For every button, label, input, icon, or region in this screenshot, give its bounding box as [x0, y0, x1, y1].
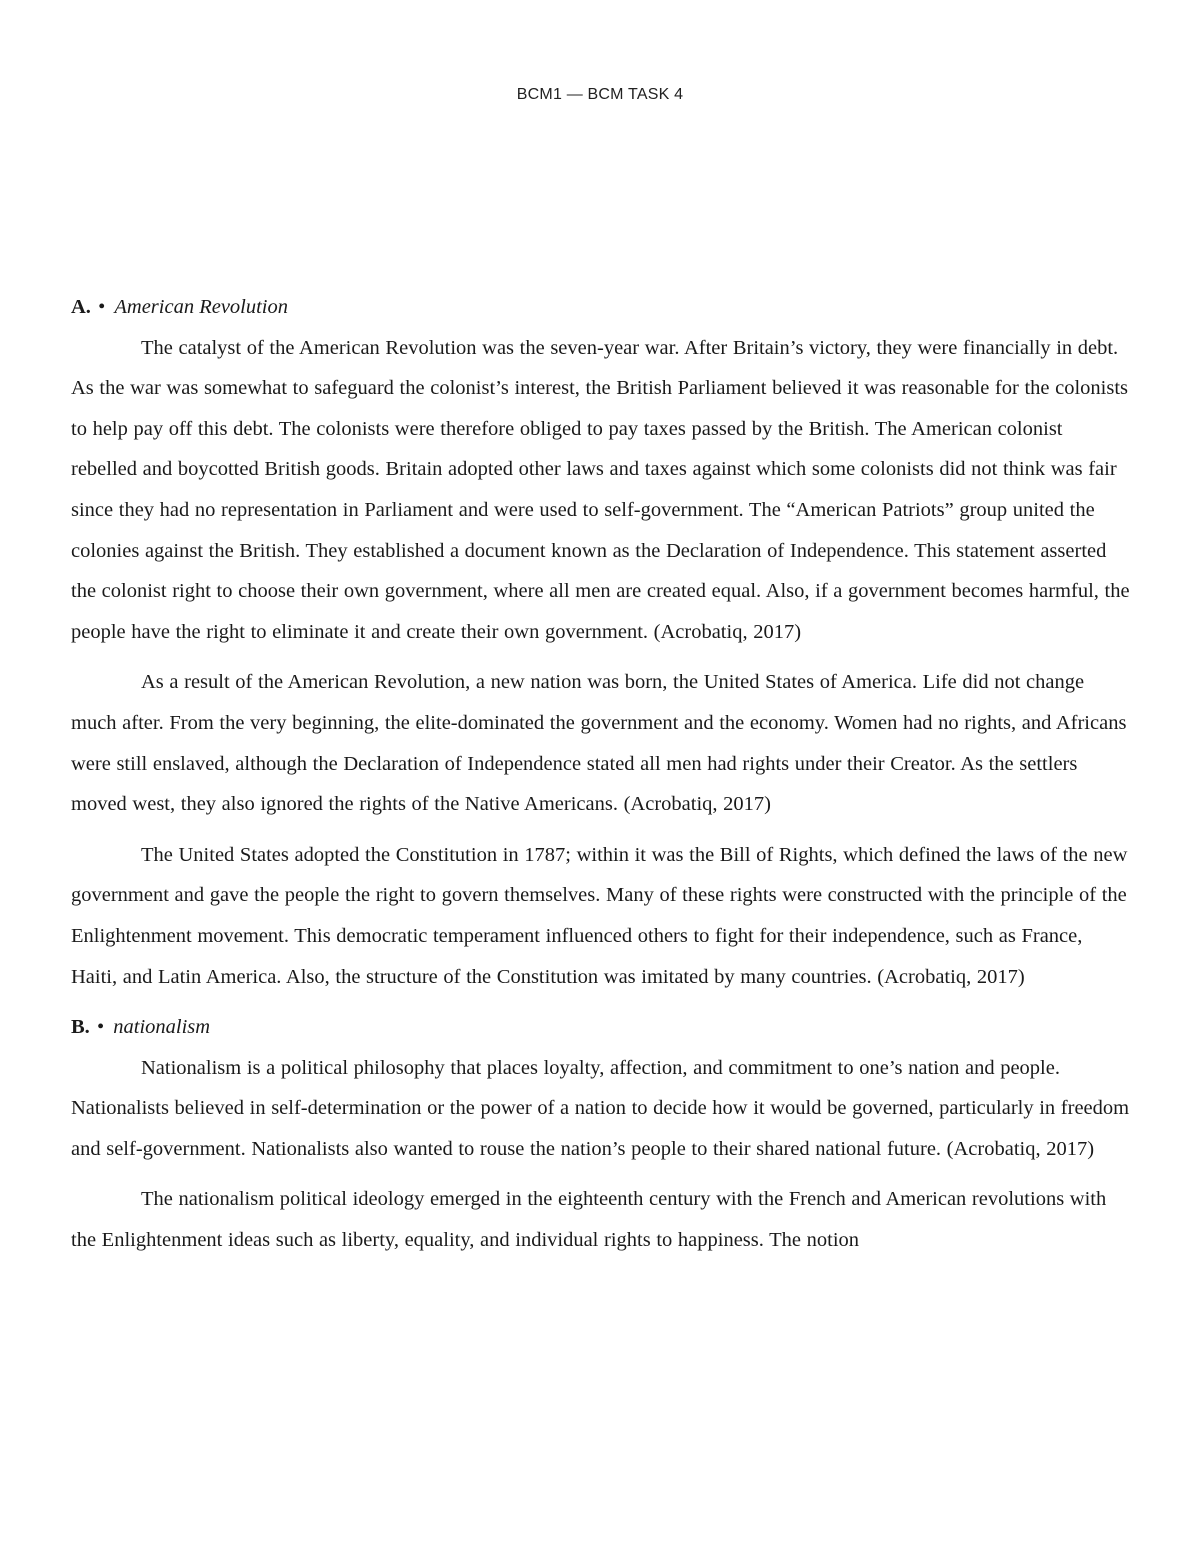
section-letter: B. [71, 1016, 90, 1039]
paragraph: The catalyst of the American Revolution was the seven-year war. After Britain’s victory, they were financially in debt. As the war was somewhat to safeguard the colonist’s interest, the British Parliament believed it was reasonable for the colonists to help pay off this debt. The colonists were therefore obliged to pay taxes passed by the British. The American colonist rebelled and boycotted British goods. Britain adopted other laws and taxes against which some colonists did not think was fair since they had no representation in Parliament and were used to self-government. The “American Patriots” group united the colonies against the British. They established a document known as the Declaration of Independence. This statement asserted the colonist right to choose their own government, where all men are created equal. Also, if a government becomes harmful, the people have the right to eliminate it and create their own government. (Acrobatiq, 2017) [71, 336, 1130, 643]
section-heading-nationalism [71, 1007, 1131, 1048]
section-title: American Revolution [114, 296, 289, 318]
section-letter: A. [71, 296, 91, 318]
bullet-icon: • [96, 1016, 105, 1039]
paragraph: As a result of the American Revolution, a new nation was born, the United States of America. Life did not change much after. From the very beginning, the elite-dominated the government and the economy. Women had no rights, and Africans were still enslaved, although the Declaration of Independence stated all men had rights under their Creator. As the settlers moved west, they also ignored the rights of the Native Americans. (Acrobatiq, 2017) [71, 671, 1127, 816]
paragraph: The nationalism political ideology emerged in the eighteenth century with the French and American revolutions with the Enlightenment ideas such as liberty, equality, and individual rights to happiness. The notion [71, 1188, 1107, 1252]
paragraph: Nationalism is a political philosophy that places loyalty, affection, and commitment to one’s nation and people. Nationalists believed in self-determination or the power of a nation to decide how it would be governed, particularly in freedom and self-government. Nationalists also wanted to rouse the nation’s people to their shared national future. (Acrobatiq, 2017) [71, 1056, 1130, 1160]
document-body [71, 287, 1131, 1261]
page-header: BCM1 — BCM TASK 4 [516, 86, 684, 103]
section-title: nationalism [113, 1016, 211, 1039]
section-heading-american-revolution [71, 287, 1131, 328]
paragraph: The United States adopted the Constitution in 1787; within it was the Bill of Rights, which defined the laws of the new government and gave the people the right to govern themselves. Many of these rights were constructed with the principle of the Enlightenment movement. This democratic temperament influenced others to fight for their independence, such as France, Haiti, and Latin America. Also, the structure of the Constitution was imitated by many countries. (Acrobatiq, 2017) [71, 843, 1128, 988]
bullet-icon: • [98, 296, 106, 318]
